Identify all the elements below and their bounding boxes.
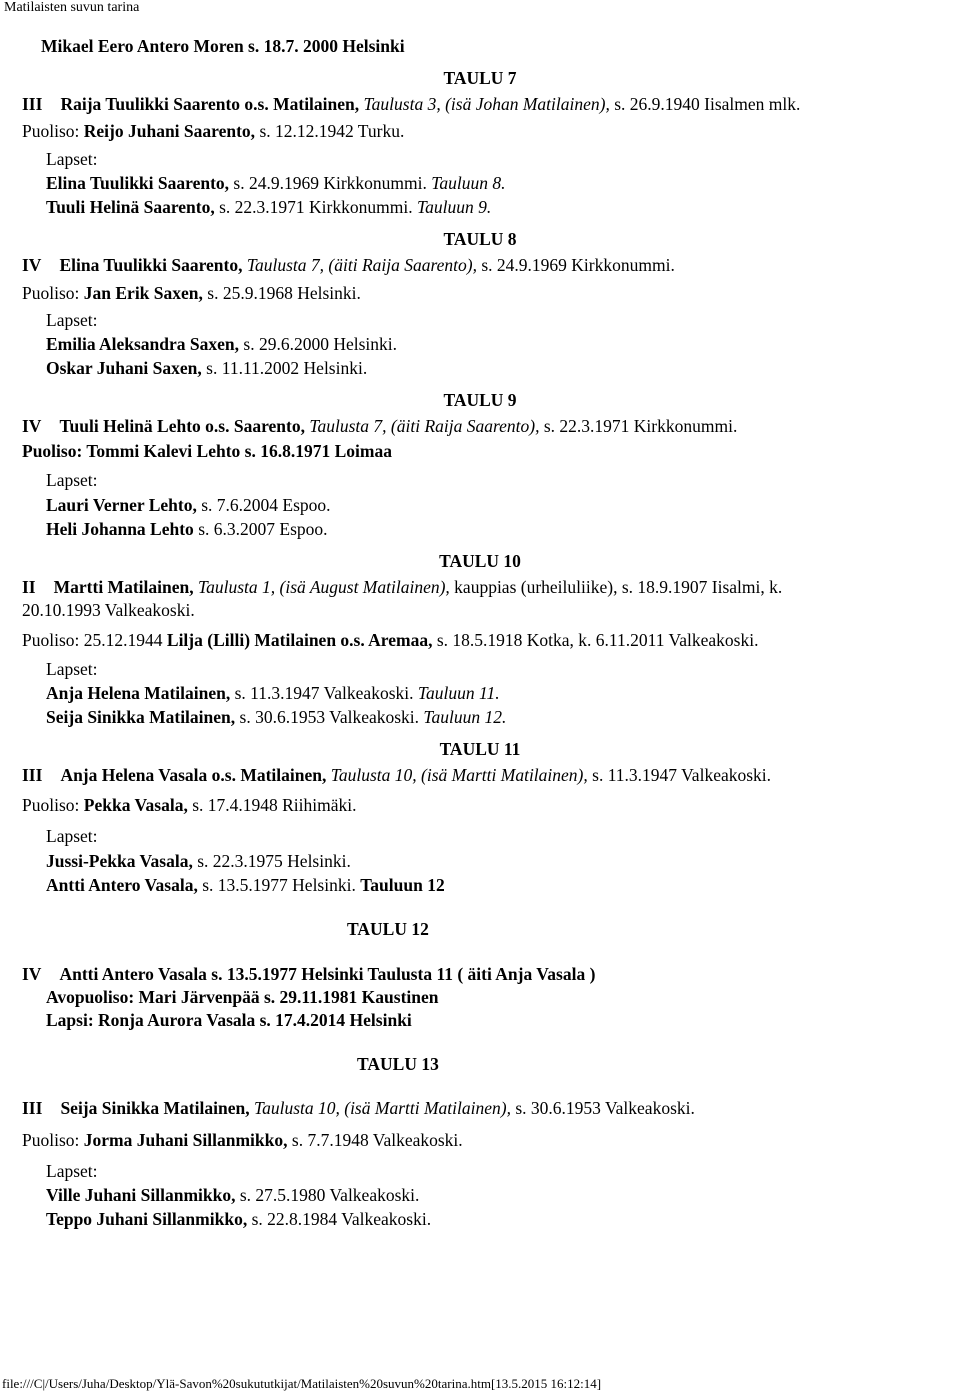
taulu-13-heading: TAULU 13: [357, 1054, 439, 1074]
taulu-12-person: IV Antti Antero Vasala s. 13.5.1977 Helsinki Taulusta 11 ( äiti Anja Vasala ): [22, 964, 596, 984]
taulu-13-spouse: Puoliso: Jorma Juhani Sillanmikko, s. 7.7.1948 Valkeakoski.: [22, 1130, 463, 1150]
taulu-8-child-1: Emilia Aleksandra Saxen, s. 29.6.2000 Helsinki.: [46, 334, 398, 354]
taulu-9-spouse: Puoliso: Tommi Kalevi Lehto s. 16.8.1971 Loimaa: [22, 441, 392, 461]
taulu-7-spouse: Puoliso: Reijo Juhani Saarento, s. 12.12.1942 Turku.: [22, 121, 405, 141]
taulu-10-child-2: Seija Sinikka Matilainen, s. 30.6.1953 Valkeakoski. Tauluun 12.: [46, 707, 507, 727]
taulu-10-spouse: Puoliso: 25.12.1944 Lilja (Lilli) Matilainen o.s. Aremaa, s. 18.5.1918 Kotka, k. 6.11.2011 Valkeakoski.: [22, 630, 759, 650]
taulu-7-child-1: Elina Tuulikki Saarento, s. 24.9.1969 Kirkkonummi. Tauluun 8.: [46, 173, 506, 193]
taulu-10-person: II Martti Matilainen, Taulusta 1, (isä August Matilainen), kauppias (urheiluliike), s. 18.9.1907 Iisalmi, k.: [22, 577, 783, 597]
taulu-9-children-label: Lapset:: [46, 470, 98, 490]
taulu-7-heading: TAULU 7: [443, 68, 517, 88]
taulu-10-heading: TAULU 10: [439, 551, 521, 571]
taulu-11-children-label: Lapset:: [46, 826, 98, 846]
top-person: Mikael Eero Antero Moren s. 18.7. 2000 Helsinki: [41, 36, 405, 56]
taulu-11-child-2: Antti Antero Vasala, s. 13.5.1977 Helsinki. Tauluun 12: [46, 875, 445, 895]
taulu-12-child: Lapsi: Ronja Aurora Vasala s. 17.4.2014 Helsinki: [46, 1010, 412, 1030]
taulu-8-child-2: Oskar Juhani Saxen, s. 11.11.2002 Helsinki.: [46, 358, 368, 378]
taulu-8-spouse: Puoliso: Jan Erik Saxen, s. 25.9.1968 Helsinki.: [22, 283, 361, 303]
taulu-7-child-2: Tuuli Helinä Saarento, s. 22.3.1971 Kirkkonummi. Tauluun 9.: [46, 197, 492, 217]
page-header: Matilaisten suvun tarina: [4, 0, 140, 15]
taulu-12-partner: Avopuoliso: Mari Järvenpää s. 29.11.1981 Kaustinen: [46, 987, 439, 1007]
taulu-10-children-label: Lapset:: [46, 659, 98, 679]
taulu-9-person: IV Tuuli Helinä Lehto o.s. Saarento, Taulusta 7, (äiti Raija Saarento), s. 22.3.1971 Kirkkonummi.: [22, 416, 738, 436]
taulu-12-heading: TAULU 12: [347, 919, 429, 939]
taulu-9-child-1: Lauri Verner Lehto, s. 7.6.2004 Espoo.: [46, 495, 331, 515]
taulu-11-heading: TAULU 11: [439, 739, 521, 759]
taulu-13-person: III Seija Sinikka Matilainen, Taulusta 10, (isä Martti Matilainen), s. 30.6.1953 Valkeakoski.: [22, 1098, 695, 1118]
taulu-11-spouse: Puoliso: Pekka Vasala, s. 17.4.1948 Riihimäki.: [22, 795, 357, 815]
taulu-8-heading: TAULU 8: [443, 229, 517, 249]
taulu-8-children-label: Lapset:: [46, 310, 98, 330]
taulu-13-child-2: Teppo Juhani Sillanmikko, s. 22.8.1984 Valkeakoski.: [46, 1209, 432, 1229]
taulu-13-child-1: Ville Juhani Sillanmikko, s. 27.5.1980 Valkeakoski.: [46, 1185, 420, 1205]
taulu-8-person: IV Elina Tuulikki Saarento, Taulusta 7, (äiti Raija Saarento), s. 24.9.1969 Kirkkonummi.: [22, 255, 675, 275]
taulu-10-child-1: Anja Helena Matilainen, s. 11.3.1947 Valkeakoski. Tauluun 11.: [46, 683, 500, 703]
taulu-10-person-cont: 20.10.1993 Valkeakoski.: [22, 600, 195, 620]
taulu-9-child-2: Heli Johanna Lehto s. 6.3.2007 Espoo.: [46, 519, 328, 539]
taulu-9-heading: TAULU 9: [443, 390, 517, 410]
taulu-13-children-label: Lapset:: [46, 1161, 98, 1181]
taulu-7-person: III Raija Tuulikki Saarento o.s. Matilainen, Taulusta 3, (isä Johan Matilainen), s. 26.9.1940 Iisalmen mlk.: [22, 94, 801, 114]
page-footer-path: file:///C|/Users/Juha/Desktop/Ylä-Savon%20sukututkijat/Matilaisten%20suvun%20tarina.htm[13.5.2015 16:12:14]: [2, 1376, 602, 1391]
taulu-11-person: III Anja Helena Vasala o.s. Matilainen, Taulusta 10, (isä Martti Matilainen), s. 11.3.1947 Valkeakoski.: [22, 765, 772, 785]
taulu-7-children-label: Lapset:: [46, 149, 98, 169]
taulu-11-child-1: Jussi-Pekka Vasala, s. 22.3.1975 Helsinki.: [46, 851, 351, 871]
